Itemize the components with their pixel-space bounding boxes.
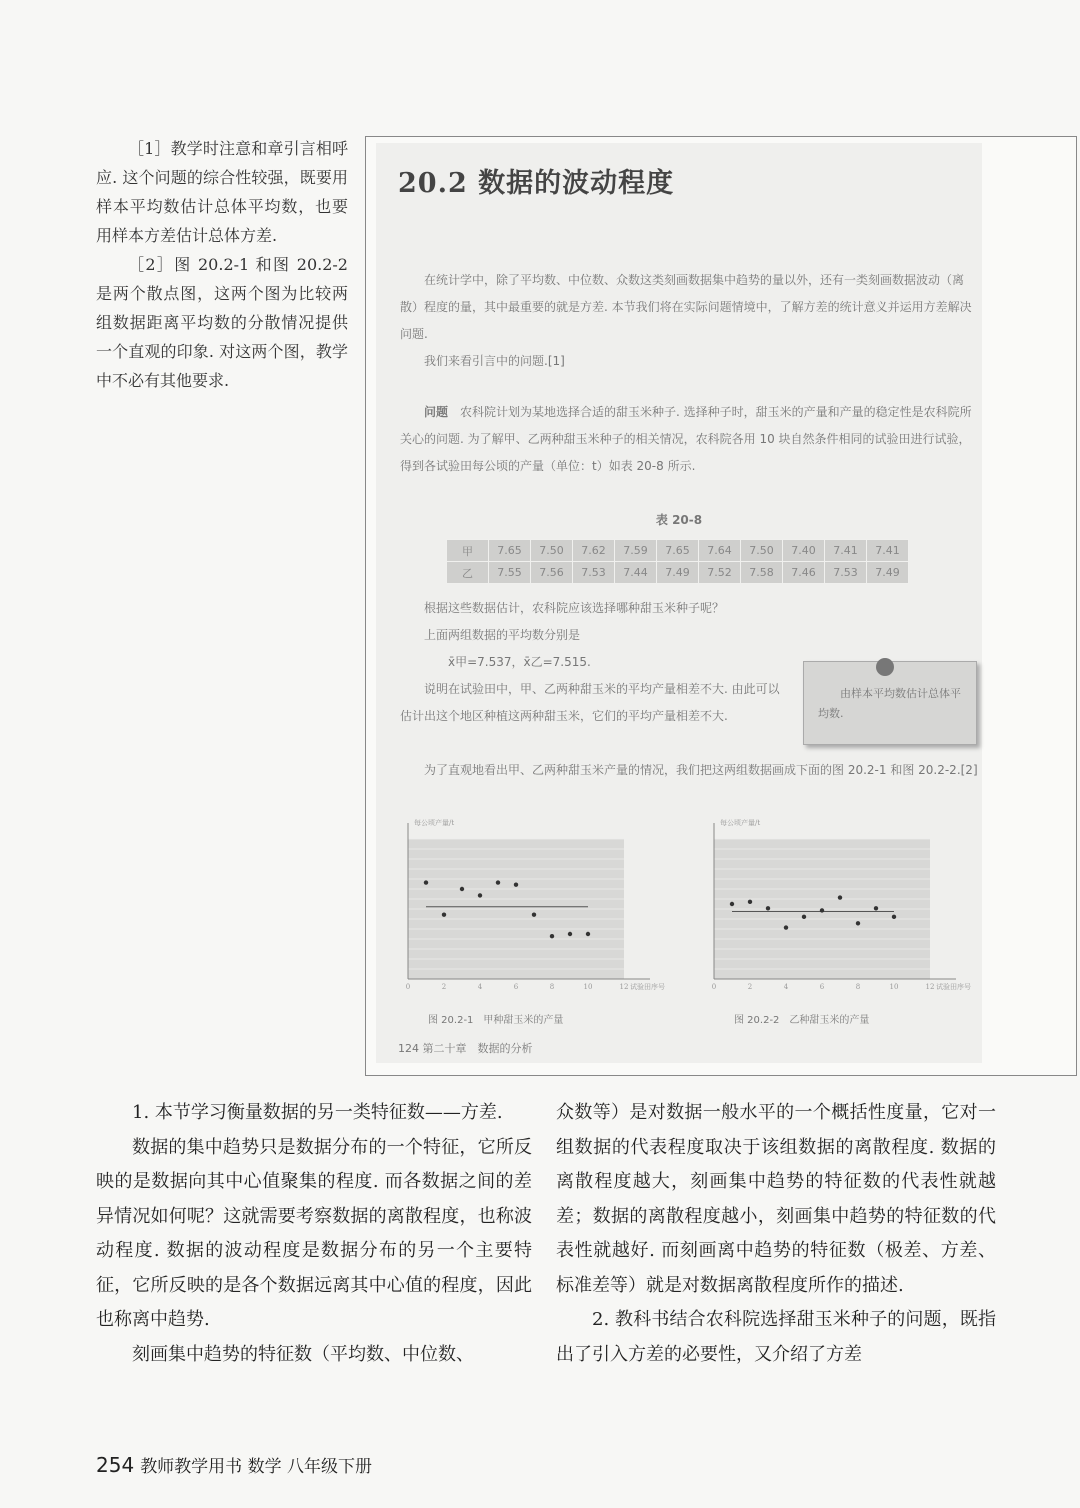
x-axis-label: 试验田序号 bbox=[630, 983, 665, 991]
table-cell: 7.62 bbox=[573, 540, 615, 562]
table-cell: 7.58 bbox=[741, 562, 783, 584]
x-tick-label: 12 bbox=[619, 983, 629, 991]
question-text: 根据这些数据估计，农科院应该选择哪种甜玉米种子呢？ bbox=[424, 601, 725, 615]
table-cell: 7.64 bbox=[699, 540, 741, 562]
data-point bbox=[892, 915, 896, 919]
table-cell: 7.41 bbox=[825, 540, 867, 562]
table-row-yi bbox=[447, 562, 909, 584]
table-caption: 表 20-8 bbox=[655, 513, 703, 527]
intro-paragraph-1: 在统计学中，除了平均数、中位数、众数这类刻画数据集中趋势的量以外，还有一类刻画数据波动（离散）程度的量，其中最重要的就是方差. 本节我们将在实际问题情境中，了解方差的统计意义并运用方差解决问题. bbox=[400, 273, 972, 341]
x-tick-label: 10 bbox=[889, 983, 899, 991]
table-cell: 7.55 bbox=[489, 562, 531, 584]
data-point bbox=[532, 913, 536, 917]
page-footer bbox=[96, 1452, 372, 1477]
yield-table bbox=[446, 539, 909, 584]
main-right-paragraph-1: 众数等）是对数据一般水平的一个概括性度量，它对一组数据的代表程度取决于该组数据的离散程度. 数据的离散程度越大，刻画集中趋势的特征数的代表性就越差；数据的离散程度越小，刻画集中趋势的特征数的代表性就越好. 而刻画离中趋势的特征数（极差、方差、标准差等）就是对数据离散程度所作的描述. bbox=[556, 1102, 996, 1296]
figure-intro-text: 为了直观地看出甲、乙两种甜玉米产量的情况，我们把这两组数据画成下面的图 20.2-1 和图 20.2-2.[2] bbox=[424, 763, 978, 777]
x-tick-label: 6 bbox=[513, 983, 519, 991]
x-tick-label: 8 bbox=[855, 983, 861, 991]
table-cell: 7.53 bbox=[573, 562, 615, 584]
table-cell: 7.50 bbox=[531, 540, 573, 562]
margin-notes bbox=[96, 134, 348, 395]
y-axis-label: 每公顷产量/t bbox=[720, 819, 761, 827]
data-point bbox=[478, 893, 482, 897]
tip-text: 由样本平均数估计总体平均数. bbox=[818, 687, 961, 720]
data-point bbox=[496, 880, 500, 884]
x-tick-label: 0 bbox=[711, 983, 717, 991]
figure-intro bbox=[400, 757, 978, 784]
x-tick-label: 8 bbox=[549, 983, 555, 991]
means-intro: 上面两组数据的平均数分别是 bbox=[424, 628, 581, 642]
margin-note-1: ［1］教学时注意和章引言相呼应. 这个问题的综合性较强，既要用样本平均数估计总体平均数，也要用样本方差估计总体方差. bbox=[96, 139, 348, 245]
textbook-page-background bbox=[376, 143, 982, 1063]
data-point bbox=[856, 921, 860, 925]
textbook-page-image bbox=[365, 136, 1077, 1076]
data-point bbox=[550, 934, 554, 938]
main-column-right bbox=[556, 1096, 996, 1372]
table-cell: 7.52 bbox=[699, 562, 741, 584]
table-cell: 7.59 bbox=[615, 540, 657, 562]
data-point bbox=[766, 906, 770, 910]
x-tick-label: 10 bbox=[583, 983, 593, 991]
data-point bbox=[586, 932, 590, 936]
x-tick-label: 12 bbox=[925, 983, 935, 991]
table-cell: 7.65 bbox=[489, 540, 531, 562]
y-axis-label: 每公顷产量/t bbox=[414, 819, 455, 827]
table-cell: 7.44 bbox=[615, 562, 657, 584]
row-label: 乙 bbox=[447, 562, 489, 584]
section-title: 20.2 数据的波动程度 bbox=[398, 168, 675, 199]
page-number: 254 bbox=[96, 1453, 135, 1477]
x-tick-label: 6 bbox=[819, 983, 825, 991]
data-point bbox=[568, 932, 572, 936]
data-point bbox=[784, 925, 788, 929]
table-cell: 7.46 bbox=[783, 562, 825, 584]
table-cell: 7.65 bbox=[657, 540, 699, 562]
data-point bbox=[838, 895, 842, 899]
data-point bbox=[424, 880, 428, 884]
row-label: 甲 bbox=[447, 540, 489, 562]
means-explanation bbox=[400, 676, 780, 730]
x-tick-label: 0 bbox=[405, 983, 411, 991]
pin-icon bbox=[876, 658, 894, 676]
table-cell: 7.50 bbox=[741, 540, 783, 562]
table-cell: 7.49 bbox=[867, 562, 909, 584]
intro-text bbox=[400, 267, 978, 375]
textbook-page-footer: 124 第二十章 数据的分析 bbox=[398, 1042, 533, 1055]
table-cell: 7.41 bbox=[867, 540, 909, 562]
data-point bbox=[460, 887, 464, 891]
margin-note-2: ［2］图 20.2-1 和图 20.2-2 是两个散点图，这两个图为比较两组数据距离平均数的分散情况提供一个直观的印象. 对这两个图，教学中不必有其他要求. bbox=[96, 255, 348, 390]
table-cell: 7.56 bbox=[531, 562, 573, 584]
x-tick-label: 4 bbox=[477, 983, 483, 991]
intro-paragraph-2: 我们来看引言中的问题.[1] bbox=[424, 354, 565, 368]
x-tick-label: 2 bbox=[747, 983, 753, 991]
scatter-chart-jia bbox=[384, 811, 676, 1011]
data-point bbox=[820, 908, 824, 912]
data-point bbox=[442, 913, 446, 917]
main-left-paragraph-2: 数据的集中趋势只是数据分布的一个特征，它所反映的是数据向其中心值聚集的程度. 而各数据之间的差异情况如何呢？这就需要考察数据的离散程度，也称波动程度. 数据的波动程度是数据分布的另一个主要特征，它所反映的是各个数据远离其中心值的程度，因此也称离中趋势. bbox=[96, 1136, 532, 1330]
problem-text: 农科院计划为某地选择合适的甜玉米种子. 选择种子时，甜玉米的产量和产量的稳定性是农科院所关心的问题. 为了解甲、乙两种甜玉米种子的相关情况，农科院各用 10 块自然条件相同的试验田进行试验，得到各试验田每公顷的产量（单位：t）如表 20-8 所示. bbox=[400, 405, 972, 473]
main-left-paragraph-3: 刻画集中趋势的特征数（平均数、中位数、 bbox=[132, 1343, 474, 1365]
figure-caption-1: 图 20.2-1 甲种甜玉米的产量 bbox=[428, 1015, 564, 1026]
figure-caption-2: 图 20.2-2 乙种甜玉米的产量 bbox=[734, 1015, 870, 1026]
problem-label: 问题 bbox=[424, 405, 449, 419]
book-title: 教师教学用书 数学 八年级下册 bbox=[140, 1457, 372, 1477]
table-cell: 7.40 bbox=[783, 540, 825, 562]
data-point bbox=[514, 883, 518, 887]
data-point bbox=[748, 900, 752, 904]
tip-box bbox=[803, 661, 977, 745]
problem-statement bbox=[400, 399, 978, 480]
table-row-jia bbox=[447, 540, 909, 562]
data-point bbox=[730, 902, 734, 906]
main-left-paragraph-1: 1. 本节学习衡量数据的另一类特征数——方差. bbox=[132, 1102, 503, 1123]
data-point bbox=[874, 906, 878, 910]
main-right-paragraph-2: 2. 教科书结合农科院选择甜玉米种子的问题，既指出了引入方差的必要性，又介绍了方差 bbox=[556, 1309, 996, 1365]
data-point bbox=[802, 915, 806, 919]
means-formula: x̄甲=7.537，x̄乙=7.515. bbox=[448, 655, 591, 669]
main-column-left bbox=[96, 1096, 532, 1372]
x-tick-label: 2 bbox=[441, 983, 447, 991]
scatter-chart-yi bbox=[690, 811, 982, 1011]
after-means-text: 说明在试验田中，甲、乙两种甜玉米的平均产量相差不大. 由此可以估计出这个地区种植这两种甜玉米，它们的平均产量相差不大. bbox=[400, 682, 780, 723]
table-cell: 7.49 bbox=[657, 562, 699, 584]
x-axis-label: 试验田序号 bbox=[936, 983, 971, 991]
x-tick-label: 4 bbox=[783, 983, 789, 991]
table-cell: 7.53 bbox=[825, 562, 867, 584]
